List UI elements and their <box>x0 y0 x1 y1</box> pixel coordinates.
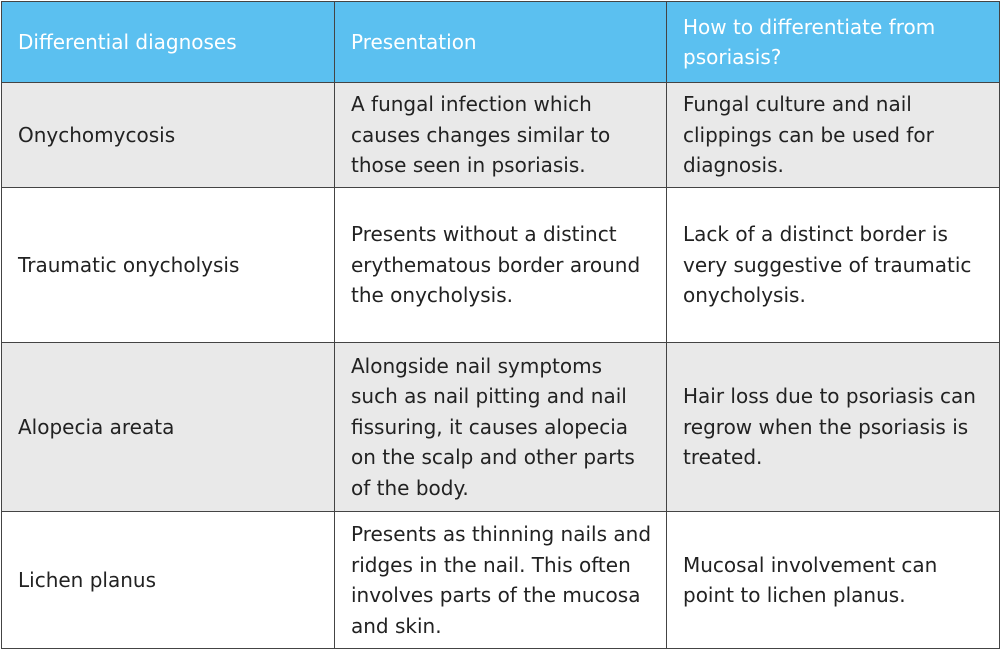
diagnosis-cell: Traumatic onycholysis <box>2 188 335 343</box>
presentation-cell: A fungal infection which causes changes similar to those seen in psoriasis. <box>335 83 667 188</box>
differentiation-cell: Hair loss due to psoriasis can regrow when the psoriasis is treated. <box>667 343 1000 512</box>
diagnosis-cell: Alopecia areata <box>2 343 335 512</box>
header-presentation: Presentation <box>335 2 667 83</box>
table-row <box>2 188 1000 343</box>
table-row <box>2 343 1000 512</box>
differentiation-cell: Fungal culture and nail clippings can be used for diagnosis. <box>667 83 1000 188</box>
table-row <box>2 512 1000 649</box>
diagnosis-cell: Lichen planus <box>2 512 335 649</box>
table-header <box>2 2 1000 83</box>
header-how-to-differentiate: How to differentiate from psoriasis? <box>667 2 1000 83</box>
differential-diagnoses-table <box>1 1 1000 649</box>
table-row <box>2 83 1000 188</box>
differentiation-cell: Mucosal involvement can point to lichen planus. <box>667 512 1000 649</box>
differentiation-cell: Lack of a distinct border is very suggestive of traumatic onycholysis. <box>667 188 1000 343</box>
diagnosis-cell: Onychomycosis <box>2 83 335 188</box>
presentation-cell: Presents without a distinct erythematous border around the onycholysis. <box>335 188 667 343</box>
table-body <box>2 83 1000 649</box>
header-differential-diagnoses: Differential diagnoses <box>2 2 335 83</box>
presentation-cell: Presents as thinning nails and ridges in the nail. This often involves parts of the mucosa and skin. <box>335 512 667 649</box>
header-row <box>2 2 1000 83</box>
presentation-cell: Alongside nail symptoms such as nail pitting and nail fissuring, it causes alopecia on the scalp and other parts of the body. <box>335 343 667 512</box>
